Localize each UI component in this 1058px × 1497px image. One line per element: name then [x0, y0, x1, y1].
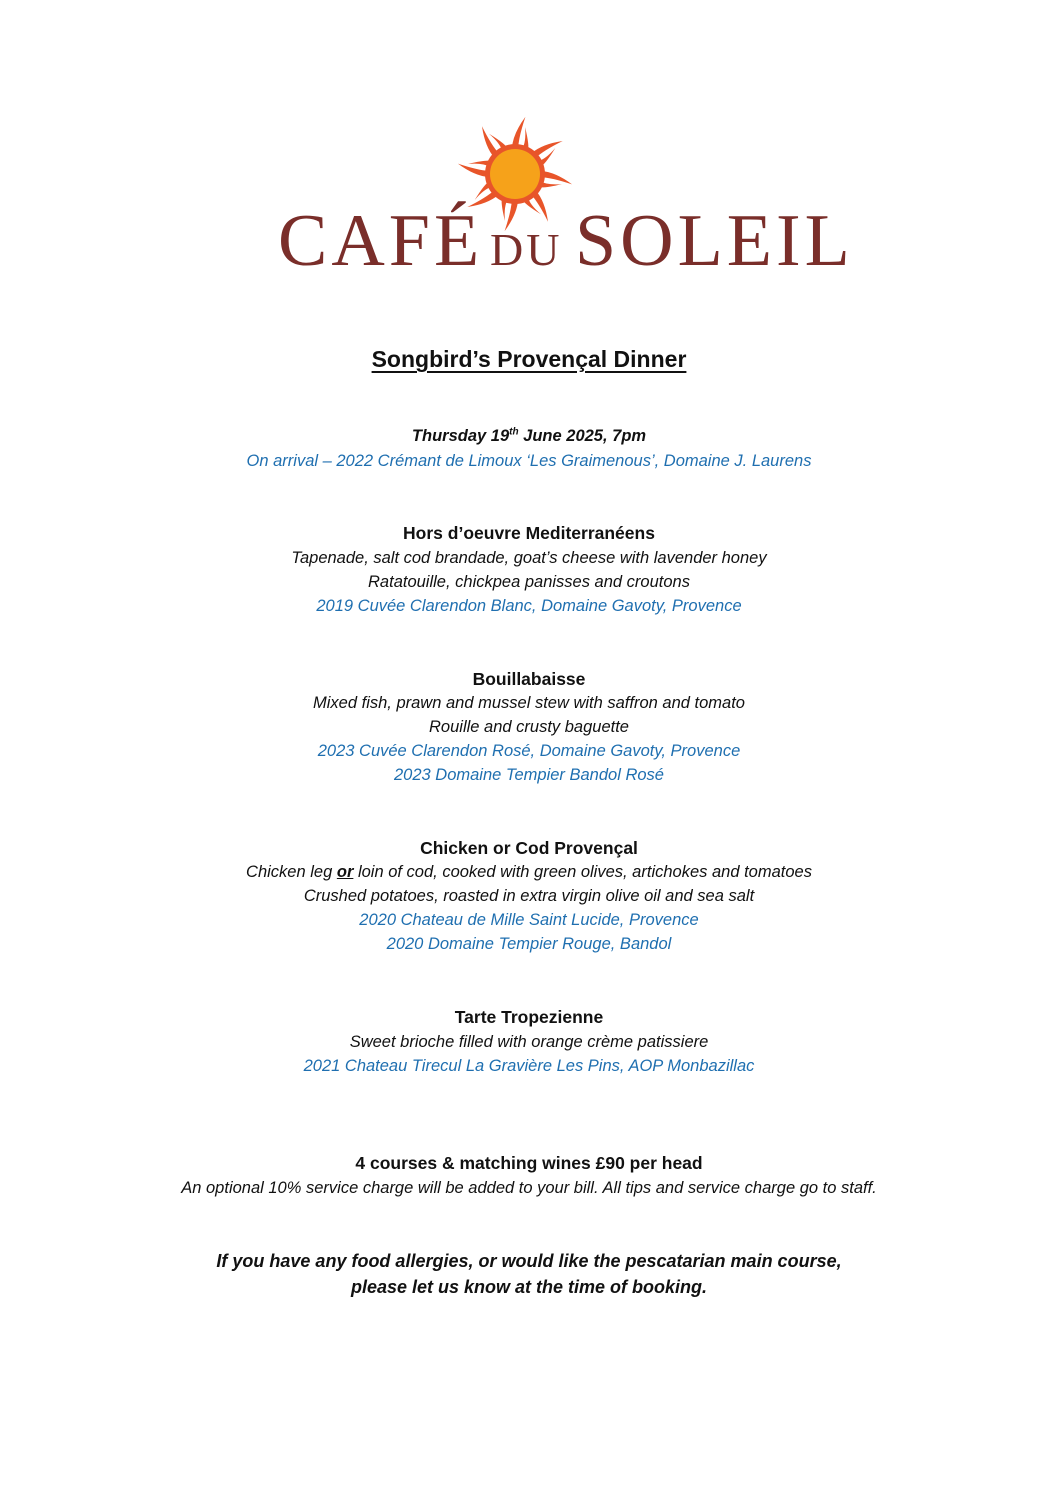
course-description: Tapenade, salt cod brandade, goat’s cheese with lavender honey: [291, 549, 767, 567]
course-title: Chicken or Cod Provençal: [420, 838, 638, 858]
sun-disc-inner: [490, 149, 540, 199]
sun-ray: [458, 164, 489, 178]
course-description: Rouille and crusty baguette: [429, 718, 629, 736]
course-description: Sweet brioche filled with orange crème patissiere: [349, 1033, 709, 1051]
cafe-du-soleil-logo: [270, 122, 854, 282]
course-description-part: loin of cod, cooked with green olives, artichokes and tomatoes: [353, 863, 812, 881]
service-note: An optional 10% service charge will be added to your bill. All tips and service charge go to staff.: [181, 1179, 877, 1197]
event-date-prefix: Thursday 19: [411, 427, 510, 445]
page-title: Songbird’s Provençal Dinner: [371, 346, 687, 372]
event-date-suffix: th: [509, 426, 519, 438]
sun-ray: [512, 117, 526, 148]
course-title: Bouillabaisse: [472, 669, 586, 689]
course-wine: 2020 Chateau de Mille Saint Lucide, Provence: [359, 911, 699, 929]
course-description-part: Chicken leg: [246, 863, 337, 881]
course-description: Crushed potatoes, roasted in extra virgin olive oil and sea salt: [303, 887, 755, 905]
event-date-rest: June 2025, 7pm: [518, 427, 647, 445]
course-wine: 2023 Cuvée Clarendon Rosé, Domaine Gavoty, Provence: [317, 742, 741, 760]
arrival-wine: On arrival – 2022 Crémant de Limoux ‘Les Graimenous’, Domaine J. Laurens: [246, 452, 812, 470]
course-description: Ratatouille, chickpea panisses and croutons: [368, 573, 690, 591]
logo-word-du: DU: [490, 224, 563, 275]
course-wine: 2023 Domaine Tempier Bandol Rosé: [394, 766, 664, 784]
allergy-note: If you have any food allergies, or would like the pescatarian main course,: [216, 1251, 842, 1271]
course-or-emphasis: or: [336, 863, 354, 881]
course-title: Hors d’oeuvre Mediterranéens: [403, 523, 655, 543]
course-wine: 2019 Cuvée Clarendon Blanc, Domaine Gavoty, Provence: [316, 597, 742, 615]
course-description: [0, 862, 1058, 882]
price-line: 4 courses & matching wines £90 per head: [355, 1153, 703, 1173]
course-wine: 2020 Domaine Tempier Rouge, Bandol: [386, 935, 672, 953]
logo-word-soleil: SOLEIL: [575, 200, 854, 282]
event-date: [0, 426, 1058, 446]
sun-logo-icon: [270, 122, 854, 282]
sun-ray: [541, 171, 572, 185]
course-description: Mixed fish, prawn and mussel stew with saffron and tomato: [313, 694, 745, 712]
allergy-note: please let us know at the time of booking.: [350, 1277, 708, 1297]
course-wine: 2021 Chateau Tirecul La Gravière Les Pins, AOP Monbazillac: [303, 1057, 755, 1075]
course-title: Tarte Tropezienne: [454, 1007, 604, 1027]
logo-word-cafe: CAFÉ: [278, 200, 484, 282]
